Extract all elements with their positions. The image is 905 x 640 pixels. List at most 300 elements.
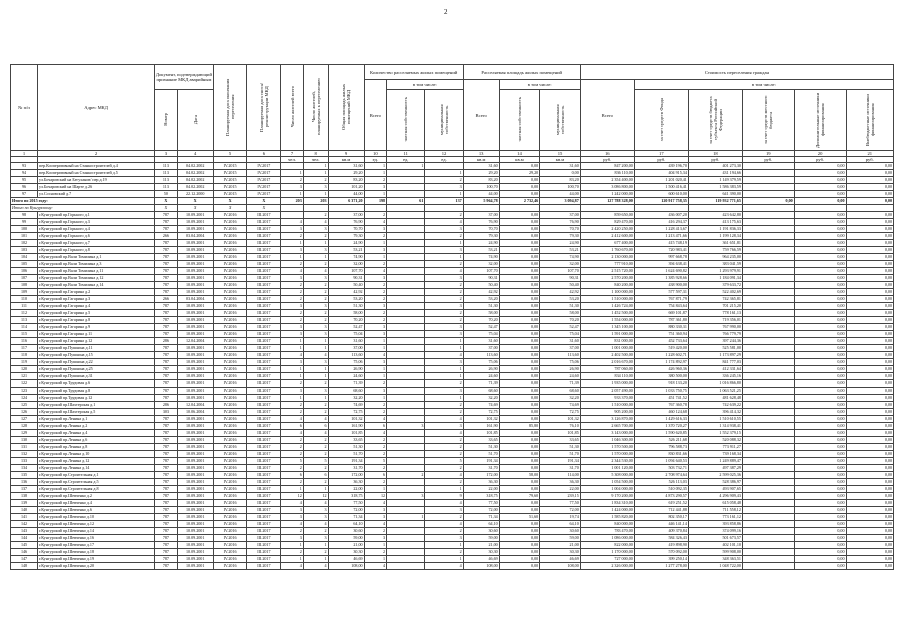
table-cell: 0,00 <box>846 443 894 450</box>
table-cell: г.Кунгурский пр.Ленина д.10 <box>38 450 155 457</box>
table-cell: 12.04.2004 <box>177 338 213 345</box>
table-cell: 3 <box>425 331 463 338</box>
table-cell: III.2017 <box>247 310 281 317</box>
table-cell: 4 <box>364 499 387 506</box>
table-cell: 0,00 <box>499 233 540 240</box>
table-cell <box>742 212 794 219</box>
table-cell: 0,00 <box>846 240 894 247</box>
table-cell: 10.09.2001 <box>177 212 213 219</box>
table-cell: IV.2016 <box>213 324 247 331</box>
table-cell: 51,30 <box>540 443 581 450</box>
table-cell <box>742 331 794 338</box>
table-cell: 68,60 <box>463 387 499 394</box>
table-cell: 36,30 <box>540 478 581 485</box>
table-cell: IV.2016 <box>213 527 247 534</box>
table-cell: 50 <box>155 191 178 198</box>
table-cell: 0,00 <box>846 471 894 478</box>
table-cell: 0,00 <box>794 296 846 303</box>
table-cell: 619 251,52 <box>634 499 688 506</box>
table-cell: 767 360,78 <box>634 401 688 408</box>
table-cell <box>742 464 794 471</box>
table-cell: 32,00 <box>540 261 581 268</box>
table-cell: 0,00 <box>499 373 540 380</box>
table-row <box>11 457 894 464</box>
table-cell: 303 <box>155 408 178 415</box>
table-cell: 10.09.2001 <box>177 219 213 226</box>
table-cell <box>387 310 425 317</box>
table-cell: 37,00 <box>540 345 581 352</box>
header-cost-fund: за счет средств Фонда <box>634 90 688 151</box>
table-cell: III.2017 <box>247 289 281 296</box>
table-cell: г.Кунгурский пр.Гагарина д.5 <box>38 310 155 317</box>
table-cell: 116 <box>11 338 38 345</box>
table-cell: 773 911,27 <box>688 443 742 450</box>
table-cell: 1 <box>281 345 304 352</box>
table-cell: 2 <box>364 380 387 387</box>
table-row <box>11 373 894 380</box>
table-cell: 1 <box>281 394 304 401</box>
table-cell: 503 732,71 <box>634 464 688 471</box>
table-cell: 137 <box>425 198 463 205</box>
table-cell: IV.2016 <box>213 331 247 338</box>
table-cell: 0,00 <box>846 401 894 408</box>
table-cell: 787 <box>155 527 178 534</box>
table-cell: 0,00 <box>846 380 894 387</box>
table-row <box>11 506 894 513</box>
table-cell: 3 <box>425 324 463 331</box>
table-row <box>11 303 894 310</box>
table-cell: 1 760 670,00 <box>580 247 634 254</box>
table-cell: 1 570 000,00 <box>580 450 634 457</box>
table-cell <box>742 219 794 226</box>
table-cell <box>387 506 425 513</box>
table-cell: 10.09.2001 <box>177 324 213 331</box>
table-row <box>11 394 894 401</box>
table-cell: 712 441,88 <box>634 506 688 513</box>
table-cell: IV.2016 <box>213 415 247 422</box>
table-cell: 31,60 <box>540 338 581 345</box>
table-cell: 21,00 <box>463 541 499 548</box>
table-cell: 4 <box>281 429 304 436</box>
table-cell: 460 124,68 <box>634 408 688 415</box>
table-cell: 0,00 <box>499 415 540 422</box>
table-cell: 107,70 <box>328 268 364 275</box>
table-cell: 0,00 <box>499 359 540 366</box>
table-cell: IV.2016 <box>213 429 247 436</box>
table-cell: 1 <box>425 240 463 247</box>
table-cell: 0,00 <box>794 373 846 380</box>
table-cell: 266 <box>155 233 178 240</box>
table-cell: 58,00 <box>540 310 581 317</box>
table-cell: 1 <box>425 541 463 548</box>
column-number-cell: 15 <box>540 151 581 157</box>
table-row <box>11 226 894 233</box>
table-cell: 0,00 <box>499 401 540 408</box>
table-cell: 493 907,65 <box>688 485 742 492</box>
table-cell: 59,00 <box>328 534 364 541</box>
table-cell: 103 <box>11 247 38 254</box>
table-row <box>11 212 894 219</box>
table-cell: 0,00 <box>499 331 540 338</box>
table-row <box>11 268 894 275</box>
table-cell: 96 <box>11 184 38 191</box>
table-cell: 2 <box>364 450 387 457</box>
table-cell: 1 277 278,00 <box>634 562 688 569</box>
table-cell: 101,32 <box>463 415 499 422</box>
table-cell: III.2017 <box>247 408 281 415</box>
table-cell: 107,70 <box>463 268 499 275</box>
table-row <box>11 562 894 569</box>
table-cell: 0,00 <box>846 450 894 457</box>
table-cell: 286 <box>155 401 178 408</box>
table-cell <box>742 422 794 429</box>
resettlement-table <box>10 64 894 570</box>
table-row <box>11 296 894 303</box>
table-cell: 51,30 <box>540 303 581 310</box>
table-cell: 6 <box>303 471 328 478</box>
table-cell: 742 365,81 <box>688 296 742 303</box>
table-cell: IV.2016 <box>213 394 247 401</box>
table-cell <box>742 541 794 548</box>
table-cell: г.Кунгурский пр.Ленина д.12 <box>38 457 155 464</box>
table-cell: 0,00 <box>794 506 846 513</box>
table-cell: 31,60 <box>540 163 581 170</box>
table-cell: 110 <box>11 296 38 303</box>
table-cell: 0,00 <box>794 212 846 219</box>
table-cell: 3 <box>303 359 328 366</box>
table-cell: 64,10 <box>463 520 499 527</box>
table-cell: 3 <box>364 324 387 331</box>
table-row <box>11 359 894 366</box>
table-cell <box>387 268 425 275</box>
table-cell: IV.2016 <box>213 541 247 548</box>
table-cell: 3 <box>281 513 304 520</box>
table-cell: 112 <box>11 310 38 317</box>
table-cell: IV.2016 <box>213 317 247 324</box>
table-cell: 4 873 290,57 <box>634 492 688 499</box>
table-cell: 2 <box>303 450 328 457</box>
table-row <box>11 177 894 184</box>
table-cell: 2 057 490,00 <box>580 387 634 394</box>
table-row <box>11 485 894 492</box>
table-cell: 787 <box>155 247 178 254</box>
table-cell: 2 <box>281 548 304 555</box>
table-cell: 0,00 <box>794 478 846 485</box>
table-cell: 1 <box>364 170 387 177</box>
table-cell <box>387 408 425 415</box>
table-cell: III.2017 <box>247 541 281 548</box>
table-cell: 3 126 870,00 <box>580 415 634 422</box>
table-cell: IV.2016 <box>213 268 247 275</box>
table-cell: 3 <box>303 506 328 513</box>
table-cell: 101 <box>11 233 38 240</box>
table-cell: г.Кунгурский пр.Шевченко д.16 <box>38 534 155 541</box>
table-cell: 113,60 <box>463 352 499 359</box>
table-cell: 1 004 000,00 <box>580 485 634 492</box>
table-cell: г.Кунгурский пр.Горького д.4 <box>38 226 155 233</box>
table-cell: 239,15 <box>540 492 581 499</box>
table-row <box>11 338 894 345</box>
table-cell: 51,30 <box>328 443 364 450</box>
table-cell: 0,00 <box>794 170 846 177</box>
table-cell <box>387 394 425 401</box>
table-row <box>11 324 894 331</box>
table-cell <box>387 345 425 352</box>
table-cell: 0,00 <box>846 541 894 548</box>
table-cell: 10.09.2001 <box>177 562 213 569</box>
table-cell: 29,20 <box>499 170 540 177</box>
table-cell: 26,90 <box>540 366 581 373</box>
table-cell: 0,00 <box>846 324 894 331</box>
table-cell: 2 <box>364 177 387 184</box>
table-cell: 701 215,20 <box>688 303 742 310</box>
table-cell: 1 <box>364 373 387 380</box>
table-cell: 148 <box>11 562 38 569</box>
table-cell: г.Кунгурский пр.Шевченко д.17 <box>38 541 155 548</box>
table-cell: 1 <box>364 485 387 492</box>
table-cell: 446 141,14 <box>634 520 688 527</box>
table-cell: 0,00 <box>794 310 846 317</box>
table-cell: 404 915,34 <box>634 170 688 177</box>
table-cell <box>742 485 794 492</box>
table-cell: 2 <box>425 548 463 555</box>
table-cell: 0,00 <box>742 198 794 205</box>
table-row <box>11 275 894 282</box>
table-cell: 0,00 <box>794 450 846 457</box>
header-planned-demolition: Планируемая дата сноса/ реконструкции МКД <box>247 65 281 151</box>
table-cell: 0,00 <box>794 275 846 282</box>
table-cell: г.Кунгурский пр.Шахтерская д.5 <box>38 408 155 415</box>
table-cell: III.2017 <box>247 282 281 289</box>
table-cell <box>742 275 794 282</box>
table-cell: 03.04.2004 <box>177 233 213 240</box>
table-cell: 3 <box>281 387 304 394</box>
table-cell: 0,00 <box>846 331 894 338</box>
table-cell: III.2017 <box>247 499 281 506</box>
table-cell: г.Кунгурский пр.Ленина д.8 <box>38 443 155 450</box>
table-cell: 2 <box>364 436 387 443</box>
table-cell: 1 <box>303 555 328 562</box>
table-cell: 133 <box>11 457 38 464</box>
table-cell: 0,00 <box>794 282 846 289</box>
table-cell: 787 <box>155 506 178 513</box>
table-cell: 1 510 000,00 <box>580 401 634 408</box>
table-cell: 0,00 <box>846 506 894 513</box>
table-cell: 191,34 <box>328 457 364 464</box>
table-cell: III.2017 <box>247 324 281 331</box>
table-cell: 10.09.2001 <box>177 317 213 324</box>
table-cell: 1 242 000,00 <box>580 191 634 198</box>
table-row <box>11 163 894 170</box>
table-cell: 0,00 <box>794 240 846 247</box>
table-cell: 0,00 <box>794 401 846 408</box>
table-cell: 2 <box>281 261 304 268</box>
column-number-cell: 7 <box>281 151 304 157</box>
table-cell: 0,00 <box>499 212 540 219</box>
table-cell: 2 <box>425 436 463 443</box>
table-cell: 10.09.2001 <box>177 478 213 485</box>
table-cell: 2 <box>303 401 328 408</box>
table-cell: 2 <box>425 443 463 450</box>
column-number-cell: 19 <box>742 151 794 157</box>
table-cell: г.Кунгурский пр.Ленина д.6 <box>38 436 155 443</box>
table-cell: 10.09.2001 <box>177 436 213 443</box>
table-cell: пер.Кооперативный на Станкостроителей д.5 <box>38 170 155 177</box>
header-area-group: Расселяемая площадь жилых помещений <box>463 65 580 80</box>
table-cell: 0,00 <box>846 310 894 317</box>
table-cell: III.2017 <box>247 317 281 324</box>
table-cell: 85,80 <box>499 422 540 429</box>
table-cell: 37,00 <box>328 212 364 219</box>
column-numbers-section <box>11 151 894 163</box>
table-cell: 677 400,00 <box>580 240 634 247</box>
table-cell: 2 <box>425 408 463 415</box>
table-cell: 2 570 200,00 <box>580 275 634 282</box>
table-cell: 37,00 <box>328 345 364 352</box>
table-cell: 2 <box>303 464 328 471</box>
table-row <box>11 289 894 296</box>
table-cell: 113 <box>155 184 178 191</box>
table-cell: 0,00 <box>794 219 846 226</box>
table-cell: 0,00 <box>794 380 846 387</box>
table-cell: 526 113,03 <box>634 478 688 485</box>
table-cell: 0,00 <box>794 289 846 296</box>
table-cell: 1 935 000,00 <box>580 380 634 387</box>
table-cell: 37,00 <box>463 212 499 219</box>
table-cell: 2 <box>425 261 463 268</box>
table-cell: 787 <box>155 310 178 317</box>
table-cell: 129 <box>11 429 38 436</box>
table-cell: 4 <box>281 520 304 527</box>
table-cell: 79,30 <box>463 233 499 240</box>
table-cell: 1 834 310,00 <box>580 499 634 506</box>
table-cell: 0,00 <box>499 352 540 359</box>
table-cell: 126 <box>11 408 38 415</box>
table-cell: г.Кунгурский пр.Вали Томилина д.11 <box>38 268 155 275</box>
table-cell: 0,00 <box>499 177 540 184</box>
table-cell: 397 244,36 <box>688 338 742 345</box>
table-row <box>11 387 894 394</box>
table-cell: III.2017 <box>247 520 281 527</box>
table-cell: 203 <box>281 198 304 205</box>
table-cell: 1 <box>281 485 304 492</box>
table-cell: 0,00 <box>794 331 846 338</box>
table-cell: 31,60 <box>463 338 499 345</box>
table-cell: 641 390,00 <box>688 191 742 198</box>
table-cell <box>742 534 794 541</box>
table-cell: 0,00 <box>846 520 894 527</box>
table-cell: 2 <box>364 296 387 303</box>
table-cell: 144 <box>11 534 38 541</box>
table-cell: IV.2016 <box>213 240 247 247</box>
table-cell: IV.2016 <box>213 261 247 268</box>
table-cell: 751 360,94 <box>634 331 688 338</box>
table-cell <box>742 492 794 499</box>
table-cell <box>387 555 425 562</box>
table-cell: 669 101,87 <box>634 310 688 317</box>
table-cell: III.2017 <box>247 457 281 464</box>
table-row <box>11 527 894 534</box>
table-cell: 0,00 <box>846 289 894 296</box>
table-cell: 5 964,78 <box>463 198 499 205</box>
table-cell: 2 326 000,00 <box>580 562 634 569</box>
table-cell: 796 588,73 <box>634 443 688 450</box>
table-cell <box>540 205 581 212</box>
table-cell: 52,47 <box>328 324 364 331</box>
table-cell: 101,85 <box>463 429 499 436</box>
table-row <box>11 443 894 450</box>
table-cell: 0,00 <box>499 450 540 457</box>
table-cell: 113 <box>11 317 38 324</box>
table-cell <box>742 177 794 184</box>
table-cell: 2 <box>425 527 463 534</box>
table-cell: 452 733,64 <box>634 338 688 345</box>
table-cell: 6 <box>364 471 387 478</box>
table-cell: III.2017 <box>247 534 281 541</box>
table-cell: 36,30 <box>463 478 499 485</box>
table-cell: 10.09.2001 <box>177 492 213 499</box>
table-cell: 829 470,00 <box>580 219 634 226</box>
table-cell: IV.2016 <box>213 464 247 471</box>
table-cell: 10.09.2001 <box>177 303 213 310</box>
table-cell: 24,60 <box>463 373 499 380</box>
column-number-cell: 18 <box>688 151 742 157</box>
table-cell: 3 <box>425 534 463 541</box>
table-cell: IV.2016 <box>213 562 247 569</box>
table-cell: 1 170 000,00 <box>580 548 634 555</box>
table-cell: 2 <box>425 464 463 471</box>
table-cell: 1 <box>281 555 304 562</box>
table-cell: 2 599 025,36 <box>688 471 742 478</box>
table-cell: 394 638,41 <box>634 261 688 268</box>
table-cell: 10.09.2001 <box>177 555 213 562</box>
table-cell: III.2017 <box>247 422 281 429</box>
table-cell: 6 371,20 <box>328 198 364 205</box>
table-cell: 1 510 000,00 <box>580 296 634 303</box>
table-cell: 137 <box>11 485 38 492</box>
header-doc-date: Дата <box>177 90 213 151</box>
table-cell: 1 <box>364 394 387 401</box>
table-cell: 141 <box>11 513 38 520</box>
table-cell: 0,00 <box>499 289 540 296</box>
table-cell <box>387 380 425 387</box>
table-cell: 75,06 <box>463 359 499 366</box>
table-cell: 3 <box>364 247 387 254</box>
table-cell: 1 173 897,29 <box>688 352 742 359</box>
table-cell: г.Кунгурский пр.Гагарина д.11 <box>38 331 155 338</box>
table-cell: 711 558,12 <box>688 506 742 513</box>
table-cell: 2 420 250,00 <box>580 226 634 233</box>
table-cell: 0,00 <box>794 513 846 520</box>
table-cell <box>425 163 463 170</box>
table-cell: 396 414,32 <box>688 408 742 415</box>
table-cell: 1 001 000,00 <box>580 345 634 352</box>
table-cell: IV.2016 <box>213 492 247 499</box>
table-cell: 10.09.2001 <box>177 359 213 366</box>
table-cell: 787 <box>155 352 178 359</box>
table-cell: г.Кунгурский пр.Ленина д.2 <box>38 422 155 429</box>
table-row <box>11 499 894 506</box>
table-cell: 31,60 <box>328 338 364 345</box>
table-cell: 787 <box>155 359 178 366</box>
table-cell: 51,30 <box>463 443 499 450</box>
table-cell: III.2017 <box>247 471 281 478</box>
table-cell: 1 <box>425 394 463 401</box>
table-cell: 0,00 <box>794 366 846 373</box>
table-cell: III.2017 <box>247 429 281 436</box>
table-cell: 4 <box>303 352 328 359</box>
table-cell: 113,60 <box>328 352 364 359</box>
